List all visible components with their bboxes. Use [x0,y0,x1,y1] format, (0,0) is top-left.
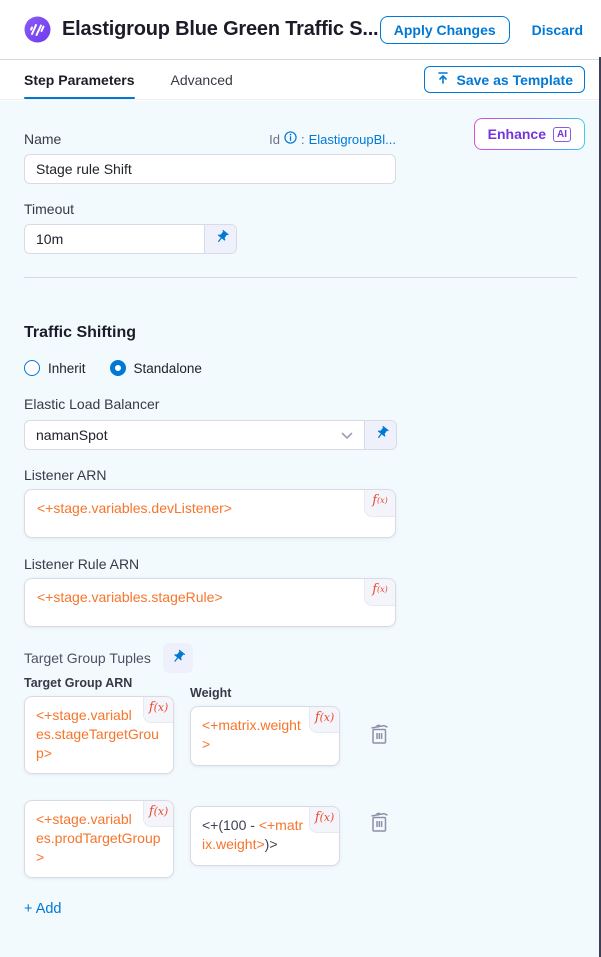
step-drawer-header [0,0,601,60]
weight-expression-prefix-row2: <+(100 - [202,817,259,833]
listener-rule-arn-label: Listener Rule ARN [24,556,140,572]
info-icon[interactable] [284,131,297,147]
step-id-text [269,131,396,147]
tab-step-parameters[interactable]: Step Parameters [24,60,135,99]
elastic-load-balancer-select[interactable] [25,421,364,449]
weight-expression-row1: <+matrix.weight> [202,717,301,752]
target-group-tuples-pin-button[interactable] [163,643,193,673]
fx-expression-icon[interactable]: f (x) [364,490,395,517]
pin-icon [208,227,232,252]
traffic-shifting-heading: Traffic Shifting [24,324,136,341]
radio-inherit[interactable] [24,360,86,376]
tab-advanced[interactable]: Advanced [170,71,233,88]
apply-changes-button[interactable]: Apply Changes [380,16,510,44]
timeout-pin-button[interactable] [204,225,236,253]
fx-expression-icon[interactable]: f (x) [143,697,173,723]
weight-column-header: Weight [190,686,232,700]
ai-badge: AI [553,127,571,142]
target-group-arn-expression-row2: <+stage.variables.prodTargetGroup> [36,811,161,865]
upload-icon [436,71,450,88]
save-as-template-label: Save as Template [456,71,573,88]
delete-tuple-button-row1[interactable] [368,721,391,749]
step-id-value[interactable]: ElastigroupBl... [308,131,396,147]
weight-expression-suffix-row2: )> [264,836,278,852]
fx-expression-icon[interactable]: f (x) [309,707,339,733]
elastic-load-balancer-label: Elastic Load Balancer [24,396,160,412]
target-group-tuples-header [24,643,577,673]
tab-bar [0,60,601,100]
add-tuple-button[interactable]: + Add [24,901,62,917]
radio-inherit-label: Inherit [48,360,86,376]
chevron-down-icon [341,427,353,443]
section-divider [24,277,577,278]
listener-arn-expression: <+stage.variables.devListener> [37,500,232,516]
id-colon: : [300,131,305,147]
target-group-arn-column [24,676,174,878]
traffic-shifting-mode-radios [24,360,577,376]
radio-standalone[interactable] [110,360,202,376]
header-actions [380,16,585,44]
fx-expression-icon[interactable]: f (x) [364,579,395,606]
pin-icon [166,646,189,669]
listener-rule-arn-input[interactable] [24,578,396,627]
name-label-row [24,131,396,147]
delete-tuple-button-row2[interactable] [368,809,391,837]
target-group-arn-column-header: Target Group ARN [24,676,133,690]
timeout-input[interactable] [25,225,204,253]
elastic-load-balancer-value: namanSpot [36,427,108,443]
weight-column [190,676,340,866]
radio-standalone-circle [110,360,126,376]
target-group-arn-input-row2[interactable] [24,800,174,878]
target-group-tuples-grid [24,676,577,878]
elastic-load-balancer-pin-button[interactable] [364,421,396,449]
step-parameters-panel [0,101,601,957]
listener-arn-input[interactable] [24,489,396,538]
fx-expression-icon[interactable]: f (x) [309,807,339,833]
elastic-load-balancer-field-group [24,420,397,450]
fx-expression-icon[interactable]: f (x) [143,801,173,827]
pin-icon [368,423,392,448]
save-as-template-button[interactable] [424,66,585,93]
elastigroup-step-icon [24,16,51,43]
listener-arn-label: Listener ARN [24,467,107,483]
step-title: Elastigroup Blue Green Traffic S... [62,18,379,40]
delete-column [368,676,391,837]
timeout-label: Timeout [24,201,75,217]
timeout-field-group [24,224,237,254]
weight-expression-row2: <+matrix.weight> [202,817,304,852]
enhance-label: Enhance [487,126,546,142]
id-label: Id [269,131,280,147]
target-group-tuples-label: Target Group Tuples [24,650,151,666]
name-label: Name [24,131,62,147]
weight-input-row2[interactable] [190,806,340,866]
enhance-ai-button[interactable] [474,118,585,150]
discard-button[interactable]: Discard [531,21,583,38]
radio-inherit-circle [24,360,40,376]
name-input[interactable] [24,154,396,184]
target-group-arn-input-row1[interactable] [24,696,174,774]
weight-input-row1[interactable] [190,706,340,766]
target-group-arn-expression-row1: <+stage.variables.stageTargetGroup> [36,707,159,761]
radio-standalone-label: Standalone [133,360,202,376]
listener-rule-arn-expression: <+stage.variables.stageRule> [37,589,223,605]
